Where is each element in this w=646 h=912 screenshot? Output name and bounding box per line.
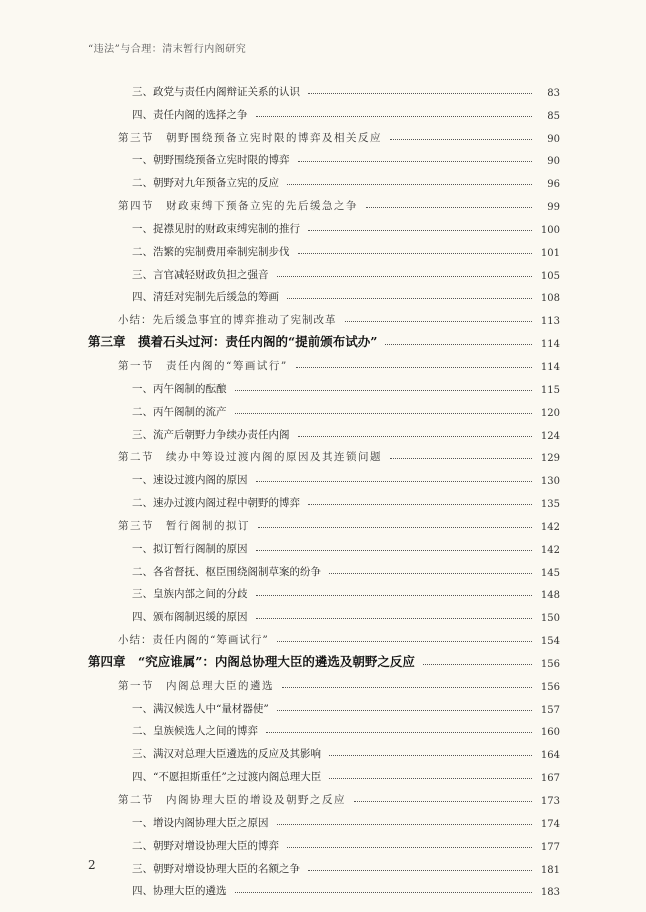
toc-item-entry [0, 738, 646, 761]
toc-entry-page: 183 [540, 887, 560, 899]
dot-leader [266, 731, 532, 733]
toc-item-entry [0, 807, 646, 830]
toc-entry-title: 第四章 “究应谁属”：内阁总协理大臣的遴选及朝野之反应 [88, 652, 419, 670]
toc-item-entry [0, 556, 646, 579]
toc-item-entry [0, 282, 646, 305]
toc-entry-title: 四、协理大臣的遴选 [132, 883, 231, 898]
dot-leader [256, 549, 533, 551]
toc-section-entry [0, 510, 646, 533]
toc-item-entry [0, 373, 646, 396]
toc-entry-page: 181 [540, 864, 560, 876]
toc-entry-title: 一、满汉候选人中“量材器使” [132, 701, 273, 716]
toc-entry-page: 160 [540, 727, 560, 739]
toc-entry-title: 第二节 续办中筹设过渡内阁的原因及其连锁问题 [118, 449, 386, 464]
toc-entry-page: 115 [540, 384, 560, 396]
toc-entry-title: 一、拟订暂行阁制的原因 [132, 541, 252, 556]
toc-entry-page: 177 [540, 841, 560, 853]
dot-leader [298, 435, 533, 437]
toc-entry-title: 二、朝野对增设协理大臣的博弈 [132, 838, 283, 853]
dot-leader [354, 800, 532, 802]
toc-item-entry [0, 853, 646, 876]
toc-entry-title: 小结：先后缓急事宜的博弈推动了宪制改革 [118, 312, 341, 327]
toc-entry-page: 108 [540, 293, 560, 305]
toc-entry-title: 一、朝野围绕预备立宪时限的博弈 [132, 152, 294, 167]
toc-item-entry [0, 716, 646, 739]
toc-entry-title: 第四节 财政束缚下预备立宪的先后缓急之争 [118, 198, 362, 213]
toc-entry-page: 173 [540, 796, 560, 807]
toc-item-entry [0, 761, 646, 784]
toc-entry-page: 148 [540, 590, 560, 602]
dot-leader [258, 526, 532, 528]
toc-entry-title: 四、颁布阁制迟缓的原因 [132, 609, 252, 624]
toc-chapter-entry [0, 327, 646, 350]
toc-entry-title: 二、浩繁的宪制费用牵制宪制步伐 [132, 244, 294, 259]
toc-entry-title: 二、速办过渡内阁过程中朝野的博弈 [132, 495, 304, 510]
toc-item-entry [0, 167, 646, 190]
dot-leader [235, 389, 533, 391]
toc-entry-title: 三、皇族内部之间的分歧 [132, 586, 252, 601]
toc-entry-page: 154 [540, 636, 560, 648]
toc-entry-title: 一、捉襟见肘的财政束缚宪制的推行 [132, 221, 304, 236]
toc-entry-title: 三、政党与责任内阁辩证关系的认识 [132, 84, 304, 99]
dot-leader [287, 846, 532, 848]
toc-entry-page: 135 [540, 499, 560, 511]
toc-item-entry [0, 99, 646, 122]
dot-leader [287, 297, 532, 299]
toc-entry-page: 99 [547, 202, 560, 214]
dot-leader [308, 92, 532, 94]
toc-entry-page: 164 [540, 750, 560, 762]
toc-chapter-entry [0, 647, 646, 670]
toc-entry-page: 105 [540, 270, 560, 282]
toc-section-entry [0, 122, 646, 145]
toc-entry-page: 167 [540, 773, 560, 785]
toc-item-entry [0, 601, 646, 624]
toc-item-entry [0, 830, 646, 853]
toc-entry-page: 129 [540, 453, 560, 465]
dot-leader [308, 229, 532, 231]
toc-item-entry [0, 419, 646, 442]
toc-entry-title: 四、“不愿担斯重任”之过渡内阁总理大臣 [132, 769, 325, 784]
toc-entry-page: 157 [540, 704, 560, 716]
toc-item-entry [0, 693, 646, 716]
toc-entry-title: 第二节 内阁协理大臣的增设及朝野之反应 [118, 792, 350, 807]
dot-leader [282, 686, 532, 688]
toc-entry-page: 101 [540, 247, 560, 259]
dot-leader [277, 275, 533, 277]
table-of-contents [0, 76, 646, 898]
toc-entry-title: 第一节 责任内阁的“筹画试行” [118, 358, 292, 373]
toc-item-entry [0, 876, 646, 899]
toc-section-entry [0, 784, 646, 807]
dot-leader [277, 709, 532, 711]
page-number: 2 [88, 858, 96, 872]
dot-leader [235, 891, 533, 893]
toc-entry-page: 90 [547, 133, 560, 145]
dot-leader [423, 663, 532, 665]
toc-entry-page: 130 [540, 476, 560, 488]
dot-leader [235, 412, 533, 414]
dot-leader [345, 320, 533, 322]
toc-entry-page: 113 [540, 316, 560, 328]
toc-entry-title: 第三节 暂行阁制的拟订 [118, 518, 254, 533]
dot-leader [298, 252, 533, 254]
toc-entry-title: 第三章 摸着石头过河：责任内阁的“提前颁布试办” [88, 332, 381, 350]
toc-entry-title: 四、责任内阁的选择之争 [132, 107, 252, 122]
toc-section-entry [0, 190, 646, 213]
dot-leader [296, 366, 532, 368]
dot-leader [385, 343, 532, 345]
toc-item-entry [0, 259, 646, 282]
toc-entry-page: 114 [540, 361, 560, 373]
toc-summary-entry [0, 304, 646, 327]
dot-leader [256, 115, 533, 117]
toc-item-entry [0, 145, 646, 168]
dot-leader [256, 594, 533, 596]
toc-entry-page: 156 [540, 681, 560, 693]
toc-entry-title: 第一节 内阁总理大臣的遴选 [118, 678, 278, 693]
toc-item-entry [0, 396, 646, 419]
toc-entry-title: 四、清廷对宪制先后缓急的筹画 [132, 289, 283, 304]
dot-leader [366, 206, 532, 208]
toc-item-entry [0, 533, 646, 556]
dot-leader [329, 754, 532, 756]
dot-leader [308, 503, 532, 505]
dot-leader [329, 777, 532, 779]
toc-entry-title: 三、流产后朝野力争续办责任内阁 [132, 427, 294, 442]
toc-entry-title: 二、各省督抚、枢臣围绕阁制草案的纷争 [132, 564, 325, 579]
dot-leader [287, 183, 532, 185]
dot-leader [256, 480, 533, 482]
toc-entry-page: 83 [547, 87, 560, 99]
dot-leader [390, 457, 532, 459]
dot-leader [277, 640, 532, 642]
toc-entry-page: 114 [540, 339, 560, 351]
toc-entry-page: 145 [540, 567, 560, 579]
toc-entry-title: 第三节 朝野围绕预备立宪时限的博弈及相关反应 [118, 130, 386, 145]
toc-entry-title: 三、言官减轻财政负担之强音 [132, 267, 273, 282]
toc-item-entry [0, 464, 646, 487]
toc-item-entry [0, 487, 646, 510]
toc-entry-page: 150 [540, 613, 560, 625]
toc-entry-title: 一、速设过渡内阁的原因 [132, 472, 252, 487]
toc-entry-page: 142 [540, 521, 560, 533]
toc-item-entry [0, 579, 646, 602]
toc-entry-page: 156 [540, 658, 560, 670]
toc-entry-title: 一、丙午阁制的酝酿 [132, 381, 231, 396]
toc-entry-page: 174 [540, 818, 560, 830]
toc-entry-page: 100 [540, 224, 560, 236]
toc-entry-title: 二、皇族候选人之间的博弈 [132, 723, 262, 738]
toc-entry-title: 二、朝野对九年预备立宪的反应 [132, 175, 283, 190]
dot-leader [308, 869, 532, 871]
dot-leader [256, 617, 533, 619]
toc-entry-page: 90 [547, 156, 560, 168]
toc-entry-page: 124 [540, 430, 560, 442]
dot-leader [277, 823, 533, 825]
toc-entry-title: 二、丙午阁制的流产 [132, 404, 231, 419]
dot-leader [390, 138, 532, 140]
dot-leader [329, 572, 532, 574]
toc-item-entry [0, 213, 646, 236]
toc-entry-title: 三、满汉对总理大臣遴选的反应及其影响 [132, 746, 325, 761]
toc-section-entry [0, 350, 646, 373]
toc-entry-page: 96 [547, 179, 560, 191]
toc-section-entry [0, 670, 646, 693]
toc-summary-entry [0, 624, 646, 647]
toc-entry-page: 120 [540, 407, 560, 419]
toc-section-entry [0, 442, 646, 465]
toc-item-entry [0, 236, 646, 259]
dot-leader [298, 160, 533, 162]
toc-entry-page: 142 [540, 544, 560, 556]
toc-entry-title: 小结：责任内阁的“筹画试行” [118, 632, 273, 647]
toc-item-entry [0, 76, 646, 99]
toc-entry-page: 85 [547, 110, 560, 122]
running-header: “违法”与合理：清末暂行内阁研究 [88, 44, 247, 55]
toc-entry-title: 三、朝野对增设协理大臣的名额之争 [132, 861, 304, 876]
toc-entry-title: 一、增设内阁协理大臣之原因 [132, 815, 273, 830]
